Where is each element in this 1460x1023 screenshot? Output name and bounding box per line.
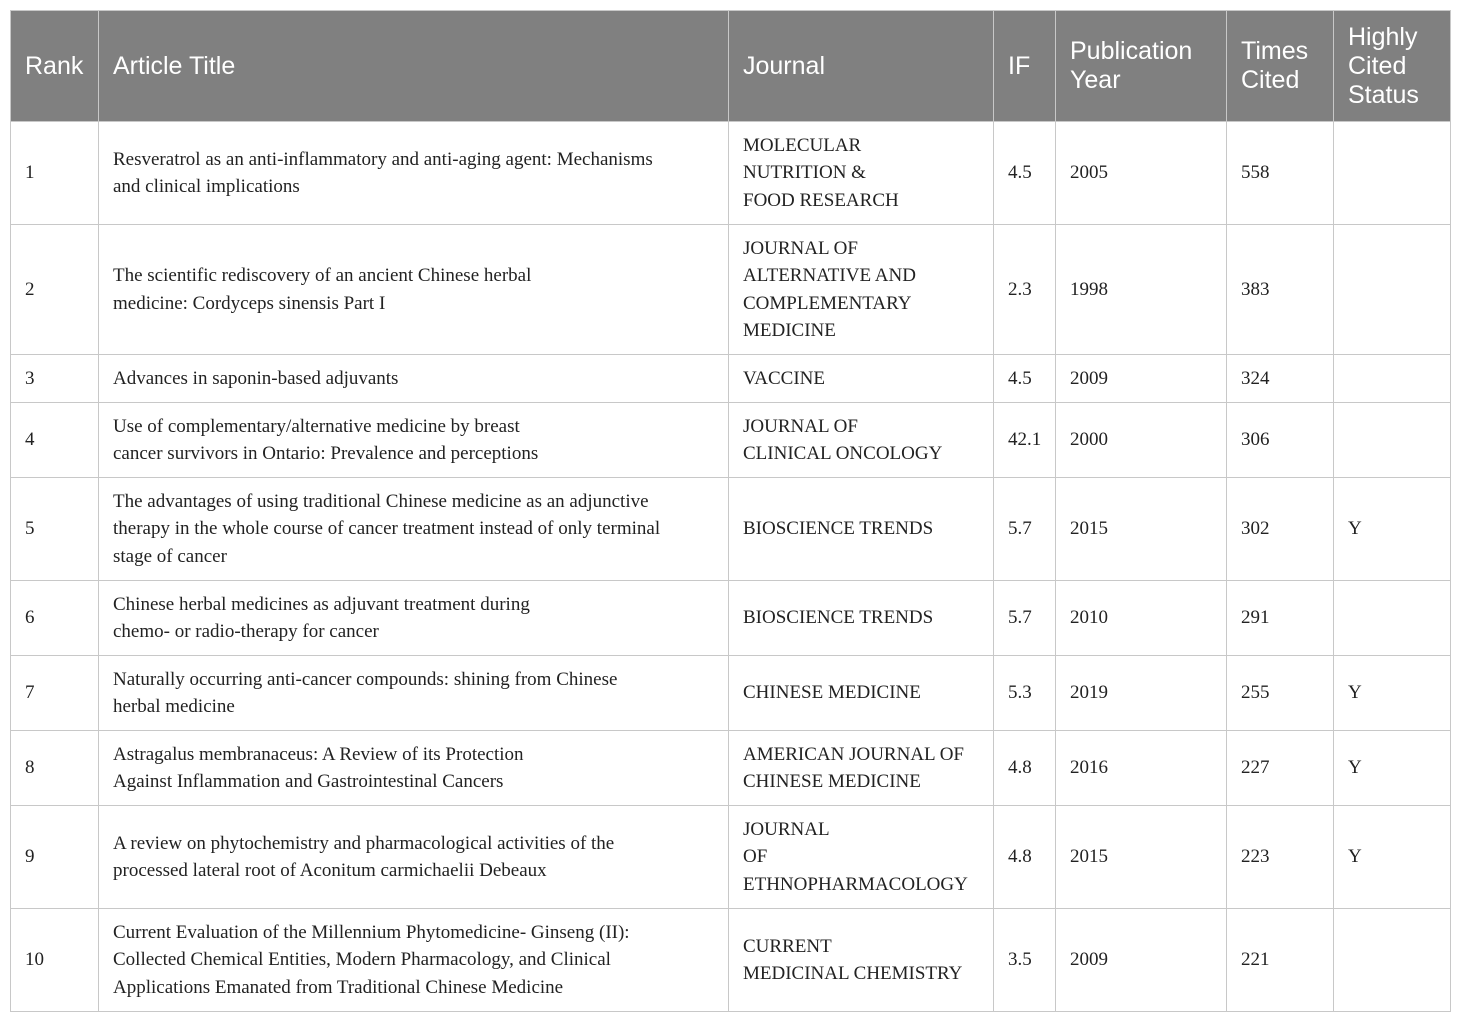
cell-publication-year: 2010	[1056, 581, 1227, 656]
cell-highly-cited-status: Y	[1334, 478, 1451, 581]
cell-article-title: Use of complementary/alternative medicine by breast cancer survivors in Ontario: Prevalence and perceptions	[99, 403, 729, 478]
cell-highly-cited-status	[1334, 581, 1451, 656]
cell-times-cited: 302	[1227, 478, 1334, 581]
cell-times-cited: 291	[1227, 581, 1334, 656]
cell-article-title: The scientific rediscovery of an ancient Chinese herbal medicine: Cordyceps sinensis Part I	[99, 225, 729, 355]
cell-impact-factor: 3.5	[994, 909, 1056, 1012]
cell-journal: CHINESE MEDICINE	[729, 656, 994, 731]
cell-journal: VACCINE	[729, 355, 994, 403]
cell-article-title: A review on phytochemistry and pharmacological activities of the processed lateral root of Aconitum carmichaelii Debeaux	[99, 806, 729, 909]
cell-highly-cited-status: Y	[1334, 731, 1451, 806]
cell-publication-year: 2009	[1056, 355, 1227, 403]
table-body	[11, 122, 1451, 1012]
header-publication-year: Publication Year	[1056, 11, 1227, 122]
cell-highly-cited-status	[1334, 225, 1451, 355]
cell-rank: 6	[11, 581, 99, 656]
table-row	[11, 403, 1451, 478]
cell-times-cited: 227	[1227, 731, 1334, 806]
cell-publication-year: 1998	[1056, 225, 1227, 355]
table-row	[11, 656, 1451, 731]
cell-rank: 8	[11, 731, 99, 806]
cell-journal: BIOSCIENCE TRENDS	[729, 581, 994, 656]
cell-journal: JOURNAL OF ALTERNATIVE AND COMPLEMENTARY MEDICINE	[729, 225, 994, 355]
cell-publication-year: 2019	[1056, 656, 1227, 731]
header-impact-factor: IF	[994, 11, 1056, 122]
cell-article-title: Current Evaluation of the Millennium Phytomedicine- Ginseng (II): Collected Chemical Entities, Modern Pharmacology, and Clinical Applications Emanated from Traditional Chinese Medicine	[99, 909, 729, 1012]
table-row	[11, 731, 1451, 806]
cell-impact-factor: 5.3	[994, 656, 1056, 731]
top-cited-articles-table	[10, 10, 1451, 1012]
cell-journal: BIOSCIENCE TRENDS	[729, 478, 994, 581]
cell-impact-factor: 5.7	[994, 581, 1056, 656]
cell-journal: JOURNAL OF ETHNOPHARMACOLOGY	[729, 806, 994, 909]
cell-journal: MOLECULAR NUTRITION & FOOD RESEARCH	[729, 122, 994, 225]
cell-rank: 5	[11, 478, 99, 581]
cell-article-title: Chinese herbal medicines as adjuvant treatment during chemo- or radio-therapy for cancer	[99, 581, 729, 656]
cell-impact-factor: 42.1	[994, 403, 1056, 478]
cell-highly-cited-status: Y	[1334, 806, 1451, 909]
table-row	[11, 355, 1451, 403]
cell-rank: 9	[11, 806, 99, 909]
table-row	[11, 122, 1451, 225]
cell-impact-factor: 4.5	[994, 122, 1056, 225]
header-highly-cited-status: Highly Cited Status	[1334, 11, 1451, 122]
cell-article-title: Resveratrol as an anti-inflammatory and anti-aging agent: Mechanisms and clinical implications	[99, 122, 729, 225]
cell-publication-year: 2015	[1056, 806, 1227, 909]
cell-rank: 3	[11, 355, 99, 403]
header-journal: Journal	[729, 11, 994, 122]
cell-impact-factor: 4.8	[994, 806, 1056, 909]
cell-article-title: Naturally occurring anti-cancer compounds: shining from Chinese herbal medicine	[99, 656, 729, 731]
cell-highly-cited-status	[1334, 122, 1451, 225]
cell-times-cited: 223	[1227, 806, 1334, 909]
cell-impact-factor: 4.5	[994, 355, 1056, 403]
cell-publication-year: 2015	[1056, 478, 1227, 581]
cell-publication-year: 2009	[1056, 909, 1227, 1012]
cell-impact-factor: 2.3	[994, 225, 1056, 355]
table-row	[11, 225, 1451, 355]
cell-article-title: Advances in saponin-based adjuvants	[99, 355, 729, 403]
cell-journal: CURRENT MEDICINAL CHEMISTRY	[729, 909, 994, 1012]
cell-rank: 10	[11, 909, 99, 1012]
table-container	[10, 10, 1450, 1012]
header-row	[11, 11, 1451, 122]
cell-rank: 4	[11, 403, 99, 478]
table-header	[11, 11, 1451, 122]
cell-rank: 2	[11, 225, 99, 355]
cell-rank: 1	[11, 122, 99, 225]
cell-times-cited: 306	[1227, 403, 1334, 478]
cell-journal: AMERICAN JOURNAL OF CHINESE MEDICINE	[729, 731, 994, 806]
cell-highly-cited-status	[1334, 909, 1451, 1012]
cell-highly-cited-status: Y	[1334, 656, 1451, 731]
cell-publication-year: 2000	[1056, 403, 1227, 478]
cell-times-cited: 324	[1227, 355, 1334, 403]
cell-highly-cited-status	[1334, 355, 1451, 403]
header-rank: Rank	[11, 11, 99, 122]
cell-publication-year: 2016	[1056, 731, 1227, 806]
cell-article-title: The advantages of using traditional Chinese medicine as an adjunctive therapy in the whole course of cancer treatment instead of only terminal stage of cancer	[99, 478, 729, 581]
cell-impact-factor: 4.8	[994, 731, 1056, 806]
cell-journal: JOURNAL OF CLINICAL ONCOLOGY	[729, 403, 994, 478]
table-row	[11, 581, 1451, 656]
table-row	[11, 478, 1451, 581]
cell-highly-cited-status	[1334, 403, 1451, 478]
cell-times-cited: 558	[1227, 122, 1334, 225]
table-row	[11, 909, 1451, 1012]
header-article-title: Article Title	[99, 11, 729, 122]
cell-impact-factor: 5.7	[994, 478, 1056, 581]
cell-article-title: Astragalus membranaceus: A Review of its Protection Against Inflammation and Gastrointestinal Cancers	[99, 731, 729, 806]
table-row	[11, 806, 1451, 909]
cell-times-cited: 221	[1227, 909, 1334, 1012]
cell-times-cited: 255	[1227, 656, 1334, 731]
cell-publication-year: 2005	[1056, 122, 1227, 225]
cell-times-cited: 383	[1227, 225, 1334, 355]
header-times-cited: Times Cited	[1227, 11, 1334, 122]
cell-rank: 7	[11, 656, 99, 731]
